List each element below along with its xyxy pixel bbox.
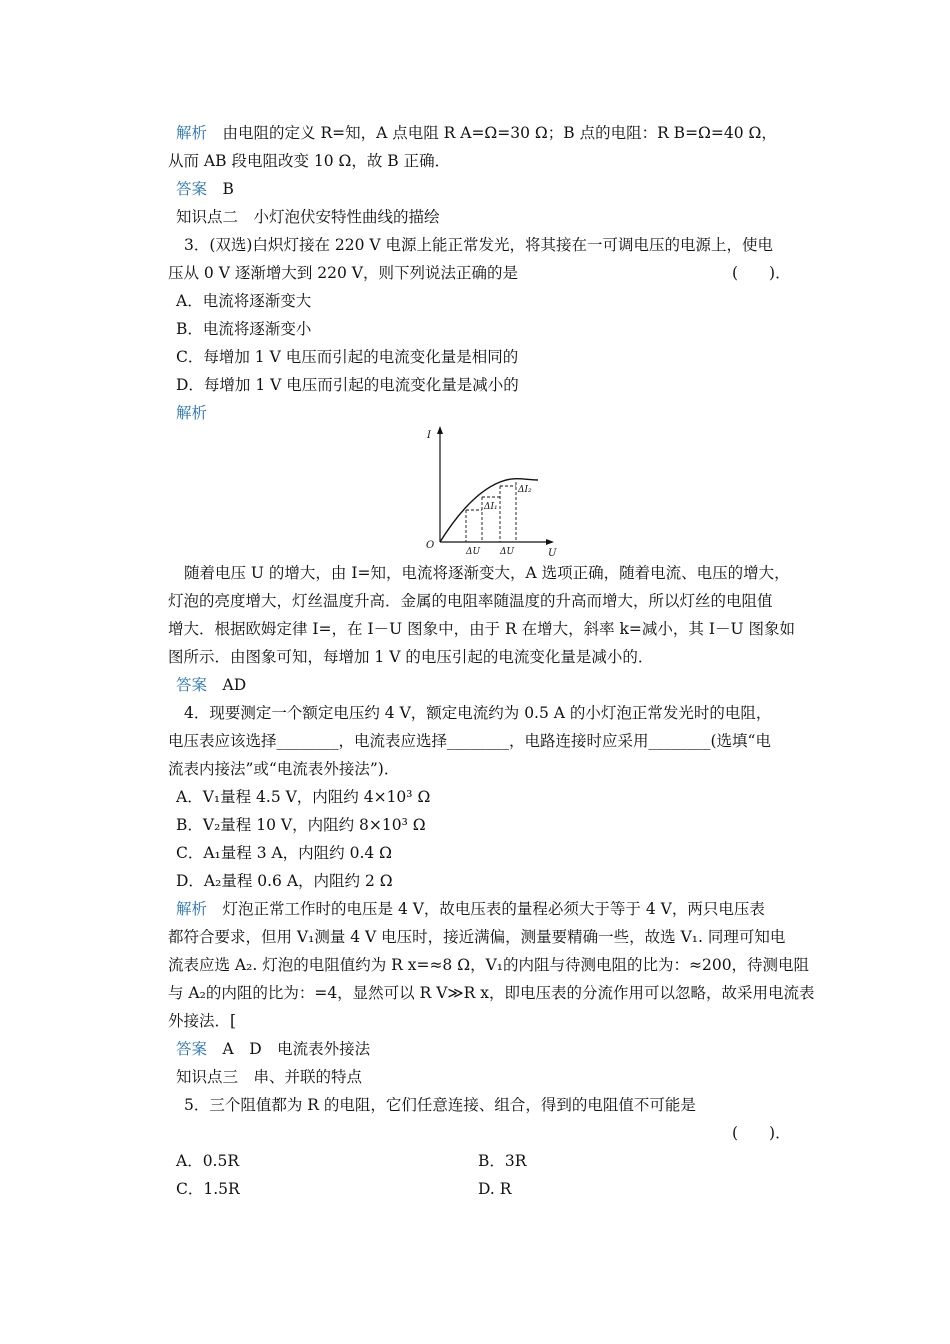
option-5a: A．0.5R bbox=[176, 1152, 240, 1170]
answer-text: AD bbox=[207, 676, 247, 694]
analysis-q3-line-4: 图所示．由图象可知，每增加 1 V 的电压引起的电流变化量是减小的． bbox=[168, 648, 654, 666]
option-4a: A．V₁量程 4.5 V，内阻约 4×10³ Ω bbox=[176, 788, 431, 806]
delta-i2-label: ΔI₂ bbox=[518, 485, 532, 495]
analysis-line-2: 从而 AB 段电阻改变 10 Ω，故 B 正确． bbox=[168, 152, 451, 170]
i-axis-label: I bbox=[427, 430, 431, 441]
u-axis-label: U bbox=[548, 548, 557, 558]
question-4-line-1: 4．现要测定一个额定电压约 4 V，额定电流约为 0.5 A 的小灯泡正常发光时的电阻， bbox=[184, 704, 772, 722]
analysis-q3-line-2: 灯泡的亮度增大，灯丝温度升高．金属的电阻率随温度的升高而增大，所以灯丝的电阻值 bbox=[168, 592, 773, 610]
option-5b: B．3R bbox=[478, 1152, 527, 1170]
answer-label: 答案 bbox=[176, 180, 208, 198]
i-axis-arrow bbox=[437, 426, 443, 434]
answer-text: B bbox=[207, 180, 234, 198]
delta-i1-label: ΔI₁ bbox=[484, 502, 498, 512]
answer-label: 答案 bbox=[176, 676, 208, 694]
answer-paren-q5: ( )． bbox=[732, 1124, 791, 1142]
option-3d: D．每增加 1 V 电压而引起的电流变化量是减小的 bbox=[176, 376, 519, 394]
option-4b: B．V₂量程 10 V，内阻约 8×10³ Ω bbox=[176, 816, 426, 834]
analysis-label: 解析 bbox=[176, 404, 208, 422]
answer-paren-q3: ( )． bbox=[732, 264, 791, 282]
option-4c: C．A₁量程 3 A，内阻约 0.4 Ω bbox=[176, 844, 393, 862]
answer-label: 答案 bbox=[176, 1040, 208, 1058]
iu-curve-figure bbox=[420, 424, 560, 558]
analysis-q4-line-4: 与 A₂的内阻的比为：=4，显然可以 R V≫R x，即电压表的分流作用可以忽略，故采用电流表 bbox=[168, 984, 815, 1002]
option-3c: C．每增加 1 V 电压而引起的电流变化量是相同的 bbox=[176, 348, 519, 366]
analysis-q3-line-1: 随着电压 U 的增大，由 I=知，电流将逐渐变大，A 选项正确，随着电流、电压的增大， bbox=[184, 564, 790, 582]
analysis-q4-line-3: 流表应选 A₂. 灯泡的电阻值约为 R x=≈8 Ω，V₁的内阻与待测电阻的比为：≈200，待测电阻 bbox=[168, 956, 810, 974]
answer-line-q4 bbox=[176, 1038, 370, 1060]
question-4-line-3: 流表内接法”或“电流表外接法”)． bbox=[168, 760, 400, 778]
question-3-line-2: 压从 0 V 逐渐增大到 220 V，则下列说法正确的是 bbox=[168, 264, 518, 282]
knowledge-point-3-heading: 知识点三 串、并联的特点 bbox=[176, 1068, 363, 1086]
analysis-label-q3 bbox=[176, 402, 207, 424]
answer-text: A D 电流表外接法 bbox=[207, 1040, 371, 1058]
question-4-line-2: 电压表应该选择________，电流表应选择________，电路连接时应采用________(选填“电 bbox=[168, 732, 771, 750]
analysis-label: 解析 bbox=[176, 900, 208, 918]
option-5c: C．1.5R bbox=[176, 1180, 240, 1198]
delta-u-label-2: ΔU bbox=[500, 547, 515, 557]
question-5-line-1: 5．三个阻值都为 R 的电阻，它们任意连接、组合，得到的电阻值不可能是 bbox=[184, 1096, 696, 1114]
origin-label: O bbox=[426, 540, 435, 551]
option-5d: D. R bbox=[478, 1180, 512, 1198]
option-3a: A．电流将逐渐变大 bbox=[176, 292, 312, 310]
analysis-line-1 bbox=[176, 122, 777, 144]
answer-line-q3 bbox=[176, 674, 246, 696]
u-axis-arrow bbox=[546, 539, 554, 545]
option-3b: B．电流将逐渐变小 bbox=[176, 320, 312, 338]
answer-line bbox=[176, 178, 234, 200]
option-4d: D．A₂量程 0.6 A，内阻约 2 Ω bbox=[176, 872, 393, 890]
analysis-q4-line-5: 外接法．[ bbox=[168, 1012, 237, 1030]
analysis-q3-line-3: 增大．根据欧姆定律 I=，在 I－U 图象中，由于 R 在增大，斜率 k=减小，其 I－U 图象如 bbox=[168, 620, 795, 638]
knowledge-point-2-heading: 知识点二 小灯泡伏安特性曲线的描绘 bbox=[176, 208, 440, 226]
question-3-line-1: 3．(双选)白炽灯接在 220 V 电源上能正常发光，将其接在一可调电压的电源上，使电 bbox=[184, 236, 774, 254]
analysis-text: 灯泡正常工作时的电压是 4 V，故电压表的量程必须大于等于 4 V，两只电压表 bbox=[207, 900, 765, 918]
analysis-q4-line-2: 都符合要求，但用 V₁测量 4 V 电压时，接近满偏，测量要精确一些，故选 V₁. 同理可知电 bbox=[168, 928, 786, 946]
analysis-text: 由电阻的定义 R=知，A 点电阻 R A=Ω=30 Ω；B 点的电阻：R B=Ω=40 Ω， bbox=[207, 124, 777, 142]
delta-u-label-1: ΔU bbox=[466, 547, 481, 557]
analysis-label: 解析 bbox=[176, 124, 208, 142]
analysis-q4-line-1 bbox=[176, 898, 765, 920]
